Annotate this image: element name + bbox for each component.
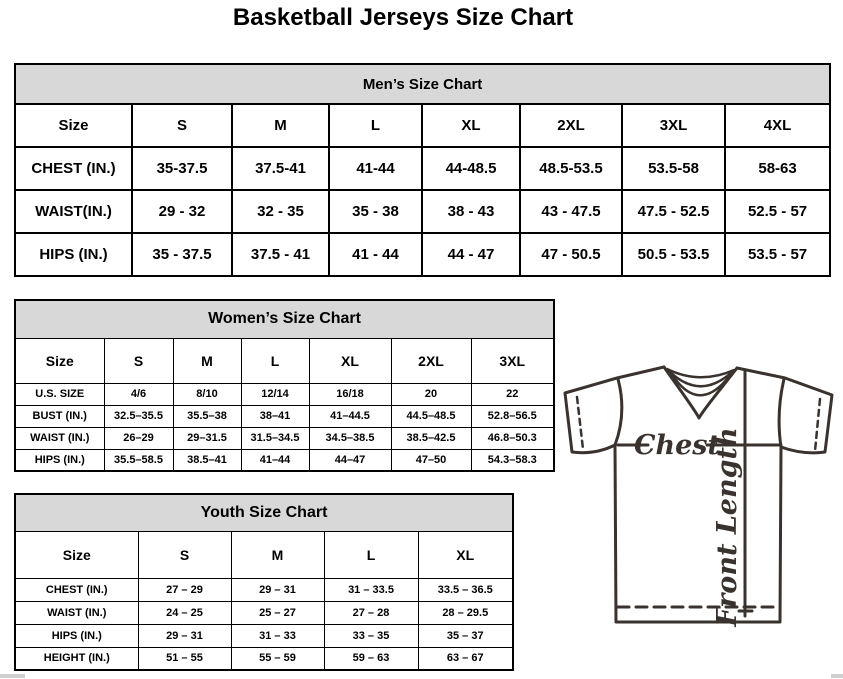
table-row [15, 647, 513, 670]
measurement-value-cell: 47.5 - 52.5 [622, 190, 725, 233]
measurement-value-cell: 34.5–38.5 [309, 427, 391, 449]
measurement-value-cell: 29 – 31 [138, 624, 231, 647]
measurement-value-cell: 33.5 – 36.5 [418, 578, 513, 601]
size-column-header: 4XL [725, 104, 830, 147]
measurement-value-cell: 44 - 47 [422, 233, 520, 276]
measurement-value-cell: 41–44.5 [309, 405, 391, 427]
measurement-value-cell: 31 – 33 [231, 624, 324, 647]
measurement-value-cell: 4/6 [104, 383, 173, 405]
front-length-measure-label: Front Length [712, 427, 743, 627]
measurement-value-cell: 44-48.5 [422, 147, 520, 190]
youth-size-chart-table [14, 493, 514, 671]
measurement-label: WAIST (IN.) [15, 427, 104, 449]
measurement-value-cell: 48.5-53.5 [520, 147, 622, 190]
measurement-value-cell: 35 - 37.5 [132, 233, 232, 276]
size-column-header: S [138, 531, 231, 578]
measurement-value-cell: 22 [471, 383, 554, 405]
measurement-value-cell: 35-37.5 [132, 147, 232, 190]
table-row [15, 427, 554, 449]
measurement-value-cell: 35 - 38 [329, 190, 422, 233]
measurement-value-cell: 26–29 [104, 427, 173, 449]
chest-measure-label: Chest [634, 430, 720, 461]
measurement-label: WAIST (IN.) [15, 601, 138, 624]
size-column-header: M [231, 531, 324, 578]
jersey-outline-shape [565, 367, 832, 622]
measurement-value-cell: 63 – 67 [418, 647, 513, 670]
measurement-label: WAIST(IN.) [15, 190, 132, 233]
measurement-value-cell: 50.5 - 53.5 [622, 233, 725, 276]
table-row [15, 405, 554, 427]
size-row-header: Size [15, 104, 132, 147]
measurement-value-cell: 35.5–38 [173, 405, 241, 427]
measurement-label: BUST (IN.) [15, 405, 104, 427]
measurement-value-cell: 46.8–50.3 [471, 427, 554, 449]
collar-arc-1 [667, 369, 734, 377]
measurement-label: CHEST (IN.) [15, 578, 138, 601]
measurement-value-cell: 29–31.5 [173, 427, 241, 449]
measurement-value-cell: 38–41 [241, 405, 309, 427]
size-column-header: M [173, 338, 241, 383]
chart-section-title: Women’s Size Chart [15, 300, 554, 338]
chart-section-title: Men’s Size Chart [15, 64, 830, 104]
size-row-header: Size [15, 338, 104, 383]
size-column-header: 2XL [391, 338, 471, 383]
table-row [15, 578, 513, 601]
horizontal-scrollbar-fragment-left[interactable] [0, 674, 25, 678]
size-column-header: XL [422, 104, 520, 147]
size-column-header: 2XL [520, 104, 622, 147]
table-row [15, 233, 830, 276]
jersey-measurement-diagram [555, 355, 843, 645]
measurement-value-cell: 31.5–34.5 [241, 427, 309, 449]
measurement-value-cell: 29 - 32 [132, 190, 232, 233]
measurement-value-cell: 16/18 [309, 383, 391, 405]
measurement-value-cell: 12/14 [241, 383, 309, 405]
table-row [15, 624, 513, 647]
measurement-value-cell: 33 – 35 [324, 624, 418, 647]
measurement-value-cell: 55 – 59 [231, 647, 324, 670]
measurement-label: HIPS (IN.) [15, 233, 132, 276]
measurement-value-cell: 58-63 [725, 147, 830, 190]
womens-size-chart-table [14, 299, 555, 472]
measurement-value-cell: 38 - 43 [422, 190, 520, 233]
mens-size-chart-table [14, 63, 831, 277]
size-column-header: 3XL [622, 104, 725, 147]
measurement-value-cell: 44–47 [309, 449, 391, 471]
size-column-header: L [324, 531, 418, 578]
measurement-value-cell: 41 - 44 [329, 233, 422, 276]
table-row [15, 383, 554, 405]
measurement-value-cell: 47 - 50.5 [520, 233, 622, 276]
size-column-header: S [132, 104, 232, 147]
measurement-value-cell: 27 – 29 [138, 578, 231, 601]
measurement-label: HEIGHT (IN.) [15, 647, 138, 670]
measurement-value-cell: 54.3–58.3 [471, 449, 554, 471]
measurement-label: CHEST (IN.) [15, 147, 132, 190]
measurement-value-cell: 47–50 [391, 449, 471, 471]
measurement-value-cell: 41-44 [329, 147, 422, 190]
measurement-value-cell: 35 – 37 [418, 624, 513, 647]
measurement-value-cell: 32.5–35.5 [104, 405, 173, 427]
measurement-value-cell: 20 [391, 383, 471, 405]
measurement-value-cell: 53.5-58 [622, 147, 725, 190]
right-cuff-dashed-line [815, 399, 820, 451]
measurement-value-cell: 31 – 33.5 [324, 578, 418, 601]
table-row [15, 601, 513, 624]
horizontal-scrollbar-fragment-right[interactable] [831, 674, 843, 678]
measurement-value-cell: 38.5–42.5 [391, 427, 471, 449]
size-column-header: XL [418, 531, 513, 578]
table-row [15, 190, 830, 233]
measurement-value-cell: 29 – 31 [231, 578, 324, 601]
size-column-header: L [241, 338, 309, 383]
measurement-value-cell: 27 – 28 [324, 601, 418, 624]
measurement-value-cell: 59 – 63 [324, 647, 418, 670]
size-column-header: 3XL [471, 338, 554, 383]
measurement-value-cell: 37.5 - 41 [232, 233, 329, 276]
measurement-value-cell: 53.5 - 57 [725, 233, 830, 276]
measurement-value-cell: 38.5–41 [173, 449, 241, 471]
measurement-value-cell: 44.5–48.5 [391, 405, 471, 427]
table-row [15, 449, 554, 471]
measurement-value-cell: 24 – 25 [138, 601, 231, 624]
measurement-value-cell: 35.5–58.5 [104, 449, 173, 471]
right-sleeve-seam [779, 379, 784, 447]
measurement-value-cell: 28 – 29.5 [418, 601, 513, 624]
measurement-label: HIPS (IN.) [15, 449, 104, 471]
measurement-value-cell: 51 – 55 [138, 647, 231, 670]
page-title: Basketball Jerseys Size Chart [232, 4, 574, 31]
size-row-header: Size [15, 531, 138, 578]
measurement-value-cell: 52.5 - 57 [725, 190, 830, 233]
left-cuff-dashed-line [577, 397, 583, 449]
measurement-value-cell: 37.5-41 [232, 147, 329, 190]
measurement-value-cell: 52.8–56.5 [471, 405, 554, 427]
size-column-header: XL [309, 338, 391, 383]
measurement-value-cell: 25 – 27 [231, 601, 324, 624]
measurement-value-cell: 43 - 47.5 [520, 190, 622, 233]
measurement-label: U.S. SIZE [15, 383, 104, 405]
chart-section-title: Youth Size Chart [15, 494, 513, 531]
size-column-header: M [232, 104, 329, 147]
measurement-value-cell: 41–44 [241, 449, 309, 471]
table-row [15, 147, 830, 190]
size-column-header: L [329, 104, 422, 147]
measurement-value-cell: 8/10 [173, 383, 241, 405]
measurement-value-cell: 32 - 35 [232, 190, 329, 233]
measurement-label: HIPS (IN.) [15, 624, 138, 647]
size-column-header: S [104, 338, 173, 383]
left-sleeve-seam [615, 379, 622, 445]
